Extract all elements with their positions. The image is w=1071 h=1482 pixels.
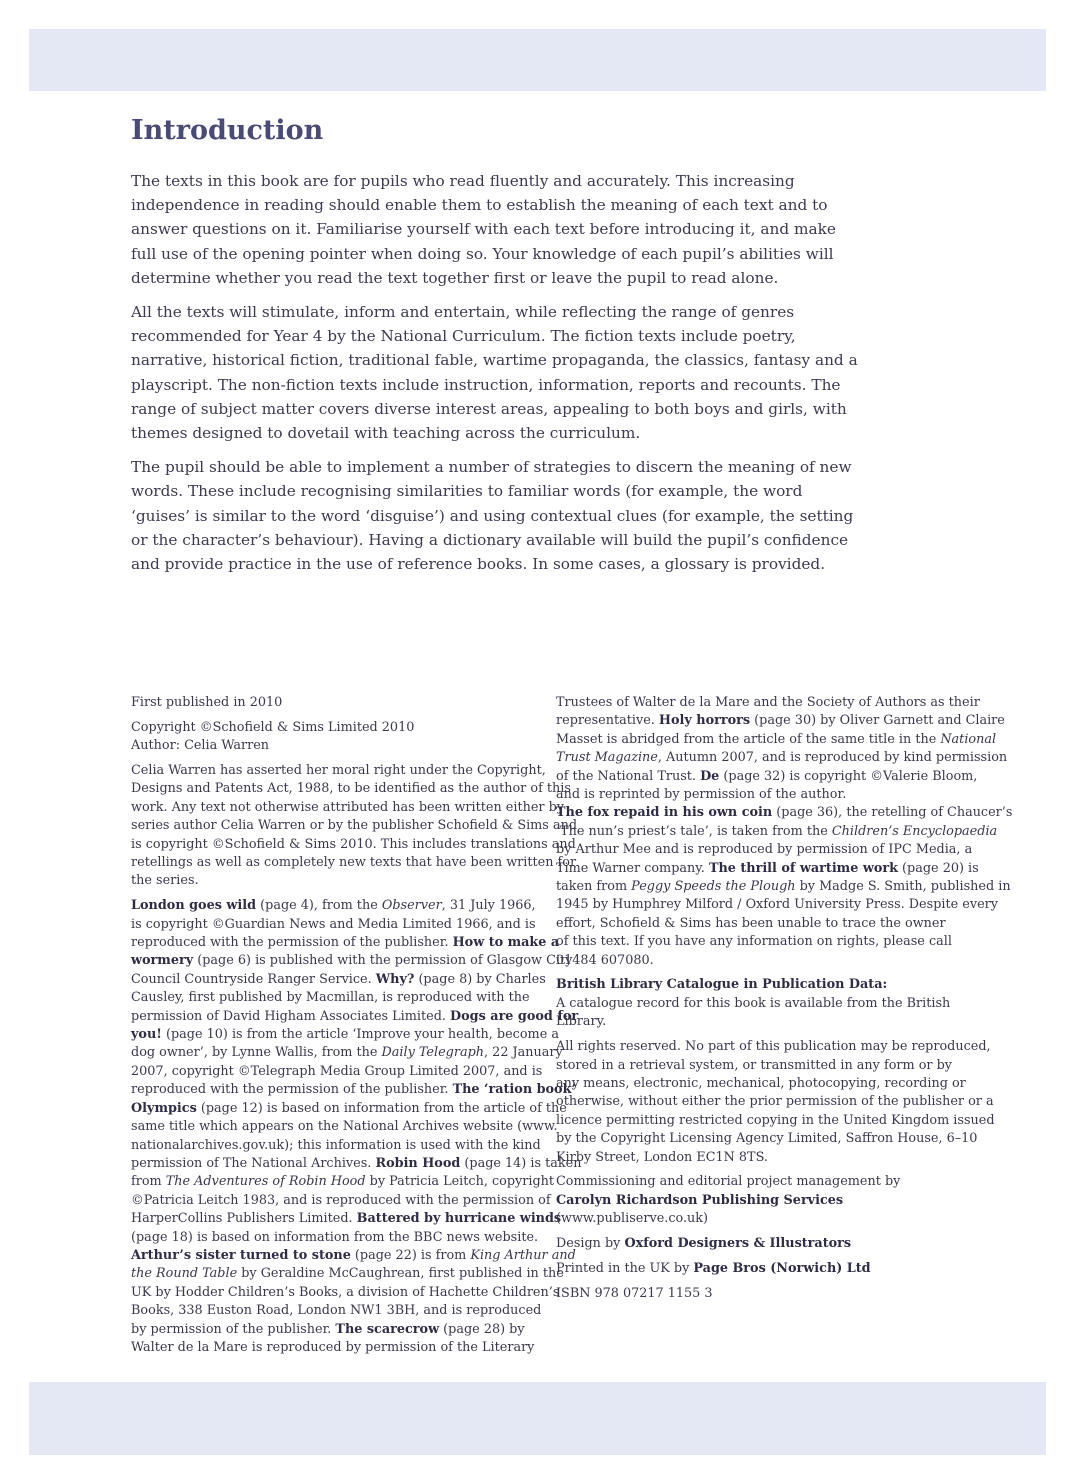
title-text: wormery bbox=[131, 953, 194, 969]
imprint-line: Trust Magazine, Autumn 2007, and is reproduced by kind permission bbox=[556, 750, 1008, 766]
imprint-line: is copyright ©Schofield & Sims 2010. This includes translations and bbox=[131, 836, 576, 852]
imprint-line: Copyright ©Schofield & Sims Limited 2010 bbox=[131, 719, 415, 735]
imprint-line: Commissioning and editorial project management by bbox=[556, 1174, 901, 1190]
title-text: The ‘ration book’ bbox=[452, 1082, 576, 1098]
imprint-line: work. Any text not otherwise attributed has been written either by bbox=[131, 799, 565, 815]
imprint-line: you! (page 10) is from the article ‘Improve your health, become a bbox=[131, 1027, 559, 1043]
imprint-line: by Arthur Mee and is reproduced by permission of IPC Media, a bbox=[556, 842, 973, 858]
imprint-line: Designs and Patents Act, 1988, to be identified as the author of this bbox=[131, 781, 571, 797]
page-title: Introduction bbox=[131, 115, 324, 146]
publication-title: Peggy Speeds the Plough bbox=[631, 879, 796, 895]
imprint-line: any means, electronic, mechanical, photocopying, recording or bbox=[556, 1075, 966, 1091]
imprint-line: taken from Peggy Speeds the Plough by Madge S. Smith, published in bbox=[556, 879, 1011, 895]
imprint-line: London goes wild (page 4), from the Observer, 31 July 1966, bbox=[131, 898, 536, 914]
introduction-section bbox=[131, 112, 861, 586]
imprint-paragraph bbox=[556, 1285, 956, 1303]
imprint-right-column bbox=[556, 694, 1013, 1309]
title-text: London goes wild bbox=[131, 898, 257, 914]
imprint-line bbox=[556, 976, 956, 994]
imprint-line: nationalarchives.gov.uk); this information is used with the kind bbox=[131, 1137, 541, 1153]
publication-title: Children’s Encyclopaedia bbox=[831, 823, 998, 839]
title-text: Dogs are good for bbox=[450, 1008, 579, 1024]
imprint-line: (page 18) is based on information from the BBC news website. bbox=[131, 1229, 539, 1245]
publication-title: Observer bbox=[381, 898, 442, 914]
imprint-line bbox=[556, 1192, 956, 1210]
imprint-line: Masset is abridged from the article of the same title in the National bbox=[556, 731, 997, 747]
imprint-line: of the National Trust. De (page 32) is copyright ©Valerie Bloom, bbox=[556, 768, 978, 784]
imprint-paragraph bbox=[131, 762, 578, 891]
title-text: Why? bbox=[375, 971, 415, 987]
imprint-line: HarperCollins Publishers Limited. Battered by hurricane winds bbox=[131, 1211, 562, 1227]
imprint-line: permission of The National Archives. Robin Hood (page 14) is taken bbox=[131, 1155, 582, 1171]
imprint-line: by the Copyright Licensing Agency Limited, Saffron House, 6–10 bbox=[556, 1131, 978, 1147]
imprint-line: reproduced with the permission of the publisher. The ‘ration book’ bbox=[131, 1082, 576, 1098]
imprint-line: reproduced with the permission of the publisher. How to make a bbox=[131, 935, 560, 951]
imprint-line: Library. bbox=[556, 1014, 607, 1030]
imprint-line: wormery (page 6) is published with the permission of Glasgow City bbox=[131, 953, 573, 969]
imprint-line: stored in a retrieval system, or transmitted in any form or by bbox=[556, 1057, 953, 1073]
title-text: Page Bros (Norwich) Ltd bbox=[693, 1260, 871, 1276]
imprint-paragraph bbox=[556, 1173, 956, 1228]
footer-band bbox=[29, 1382, 1046, 1455]
publication-title: Daily Telegraph bbox=[381, 1045, 485, 1061]
imprint-line: ISBN 978 07217 1155 3 bbox=[556, 1285, 713, 1301]
imprint-line: series author Celia Warren or by the publisher Schofield & Sims and bbox=[131, 818, 578, 834]
imprint-line: same title which appears on the National Archives website (www. bbox=[131, 1119, 558, 1135]
publication-title: Trust Magazine bbox=[556, 750, 658, 766]
imprint-line: UK by Hodder Children’s Books, a division of Hachette Children’s bbox=[131, 1284, 560, 1300]
imprint-line: permission of David Higham Associates Limited. Dogs are good for bbox=[131, 1008, 579, 1024]
imprint-line: ©Patricia Leitch 1983, and is reproduced with the permission of bbox=[131, 1192, 551, 1208]
title-text: Carolyn Richardson Publishing Services bbox=[556, 1192, 844, 1208]
imprint-line: The fox repaid in his own coin (page 36), the retelling of Chaucer’s bbox=[556, 805, 1013, 821]
imprint-line: ‘The nun’s priest’s tale’, is taken from the Children’s Encyclopaedia bbox=[556, 823, 998, 839]
imprint-line: Trustees of Walter de la Mare and the Society of Authors as their bbox=[556, 695, 980, 710]
imprint-line: the Round Table by Geraldine McCaughrean, first published in the bbox=[131, 1266, 564, 1282]
imprint-line: licence permitting restricted copying in the United Kingdom issued bbox=[556, 1112, 995, 1128]
title-text: Olympics bbox=[131, 1100, 197, 1116]
imprint-line: Council Countryside Ranger Service. Why? (page 8) by Charles bbox=[131, 971, 546, 987]
title-text: Holy horrors bbox=[658, 713, 751, 729]
intro-paragraph: All the texts will stimulate, inform and entertain, while reflecting the range of genres recommended for Year 4 by the National Curriculum. The fiction texts include poetry, narrative, historical fiction, traditional fable, wartime propaganda, the classics, fantasy and a playscript. The non-fiction texts include instruction, information, reports and recounts. The range of subject matter covers diverse interest areas, appealing to both boys and girls, with themes designed to dovetail with teaching across the curriculum. bbox=[131, 303, 858, 443]
imprint-line: Printed in the UK by Page Bros (Norwich) Ltd bbox=[556, 1260, 871, 1276]
imprint-line: Design by Oxford Designers & Illustrators bbox=[556, 1235, 852, 1251]
imprint-line: by permission of the publisher. The scarecrow (page 28) by bbox=[131, 1321, 525, 1337]
header-band bbox=[29, 29, 1046, 91]
title-text: Robin Hood bbox=[375, 1155, 461, 1171]
imprint-line: representative. Holy horrors (page 30) by Oliver Garnett and Claire bbox=[556, 713, 1005, 729]
publication-title: King Arthur and bbox=[470, 1247, 576, 1263]
title-text: The fox repaid in his own coin bbox=[556, 805, 773, 821]
imprint-line: First published in 2010 bbox=[131, 695, 283, 710]
intro-paragraph: The pupil should be able to implement a number of strategies to discern the meaning of new words. These include recognising similarities to familiar words (for example, the word ‘guises’ is similar to the word ‘disguise’) and using contextual clues (for example, the setting or the character’s behaviour). Having a dictionary available will build the pupil’s confidence and provide practice in the use of reference books. In some cases, a glossary is provided. bbox=[131, 458, 854, 574]
imprint-line: All rights reserved. No part of this publication may be reproduced, bbox=[556, 1039, 991, 1055]
imprint-paragraph bbox=[556, 694, 1013, 970]
imprint-line: Books, 338 Euston Road, London NW1 3BH, and is reproduced bbox=[131, 1303, 542, 1319]
imprint-line: dog owner’, by Lynne Wallis, from the Daily Telegraph, 22 January bbox=[131, 1045, 563, 1061]
imprint-line: A catalogue record for this book is available from the British bbox=[556, 995, 951, 1011]
imprint-line: 01484 607080. bbox=[556, 952, 654, 968]
imprint-paragraph bbox=[556, 1038, 995, 1167]
imprint-paragraph bbox=[131, 694, 535, 712]
imprint-line: Arthur’s sister turned to stone (page 22) is from King Arthur and bbox=[131, 1247, 576, 1263]
imprint-line: retellings as well as completely new texts that have been written for bbox=[131, 855, 577, 871]
title-text: How to make a bbox=[452, 935, 560, 951]
imprint-line: of this text. If you have any information on rights, please call bbox=[556, 934, 952, 950]
intro-paragraph: The texts in this book are for pupils who read fluently and accurately. This increasing independence in reading should enable them to establish the meaning of each text and to answer questions on it. Familiarise yourself with each text before introducing it, and make full use of the opening pointer when doing so. Your knowledge of each pupil’s abilities will determine whether you read the text together first or leave the pupil to read alone. bbox=[131, 172, 836, 287]
imprint-paragraph bbox=[556, 1260, 956, 1278]
imprint-line: effort, Schofield & Sims has been unable to trace the owner bbox=[556, 915, 946, 931]
imprint-line: from The Adventures of Robin Hood by Patricia Leitch, copyright bbox=[131, 1174, 555, 1190]
title-text: The scarecrow bbox=[335, 1321, 440, 1337]
title-text: Battered by hurricane winds bbox=[356, 1211, 562, 1227]
publication-title: National bbox=[940, 731, 997, 747]
imprint-paragraph bbox=[131, 719, 535, 756]
imprint-line: 2007, copyright ©Telegraph Media Group Limited 2007, and is bbox=[131, 1063, 543, 1079]
imprint-paragraph bbox=[556, 976, 956, 1031]
imprint-line: otherwise, without either the prior permission of the publisher or a bbox=[556, 1094, 994, 1110]
imprint-line: Author: Celia Warren bbox=[131, 738, 270, 754]
imprint-line: Walter de la Mare is reproduced by permission of the Literary bbox=[131, 1339, 535, 1355]
imprint-line: (www.publiserve.co.uk) bbox=[556, 1211, 709, 1227]
title-text: British Library Catalogue in Publication Data: bbox=[556, 977, 888, 993]
imprint-line: Causley, first published by Macmillan, is reproduced with the bbox=[131, 990, 530, 1006]
publication-title: The Adventures of Robin Hood bbox=[165, 1174, 366, 1190]
title-text: De bbox=[700, 768, 720, 784]
title-text: you! bbox=[131, 1027, 162, 1043]
imprint-line: Olympics (page 12) is based on information from the article of the bbox=[131, 1100, 567, 1116]
imprint-line: and is reprinted by permission of the author. bbox=[556, 787, 847, 803]
imprint-line: is copyright ©Guardian News and Media Limited 1966, and is bbox=[131, 916, 536, 932]
imprint-line: the series. bbox=[131, 873, 199, 889]
imprint-paragraph bbox=[556, 1235, 956, 1253]
title-text: Arthur’s sister turned to stone bbox=[131, 1247, 351, 1263]
publication-title: the Round Table bbox=[131, 1266, 238, 1282]
imprint-line: 1945 by Humphrey Milford / Oxford University Press. Despite every bbox=[556, 897, 998, 913]
imprint-line: Kirby Street, London EC1N 8TS. bbox=[556, 1149, 768, 1165]
title-text: Oxford Designers & Illustrators bbox=[624, 1235, 852, 1251]
title-text: The thrill of wartime work bbox=[708, 860, 898, 876]
imprint-line: Time Warner company. The thrill of wartime work (page 20) is bbox=[556, 860, 979, 876]
imprint-line: Celia Warren has asserted her moral right under the Copyright, bbox=[131, 763, 546, 778]
